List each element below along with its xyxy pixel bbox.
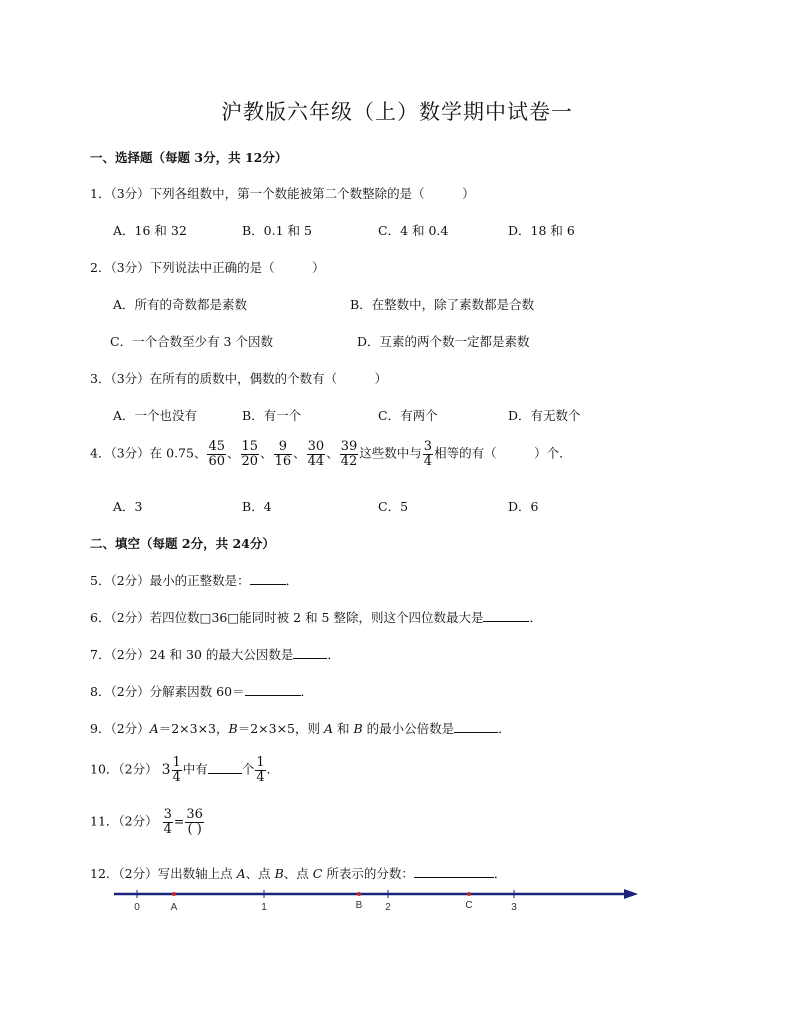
q11-frac1-den: 4 [163,821,172,837]
q1-option-a[interactable]: A．16 和 32 [113,223,187,238]
point-label-a: A [170,902,178,913]
question-6 [90,608,542,626]
section-1-points-total: 12 [244,150,263,165]
q4-suffix: 相等的有（ ）个． [434,445,572,461]
q4-option-b[interactable]: B．4 [242,499,272,514]
q10-frac2-den: 4 [256,769,265,785]
q8-end: ． [300,684,314,699]
q4-target-num: 3 [423,439,433,454]
q9-var-a-2: A [323,721,333,736]
q7-text: 7．（2分）24 和 30 的最大公因数是 [90,647,294,662]
q4-fraction-2-num: 15 [241,439,259,454]
q9-expr-a: ＝2×3×3， [158,721,229,736]
q4-fraction-3 [274,440,293,468]
point-marker-c [467,892,471,896]
q2-option-d[interactable]: D．互素的两个数一定都是素数 [357,334,530,349]
section-1-heading [90,148,287,166]
q4-sep-2: 、 [260,445,273,461]
question-12 [90,864,506,882]
q11-label: 11．（2分） [90,813,158,829]
point-label-b: B [355,900,363,911]
q6-end: ． [529,610,542,625]
q10-frac-den: 4 [172,769,181,785]
q4-fraction-5 [340,440,359,468]
q9-label: 9．（2分） [90,721,150,736]
question-9 [90,719,511,737]
q4-target-fraction [423,440,433,468]
q12-point-b: B [274,866,284,881]
q10-end: ． [266,761,280,777]
point-marker-b [357,892,361,896]
q4-fraction-1-num: 45 [208,439,226,454]
q4-fraction-4 [307,440,326,468]
q6-text: 6．（2分）若四位数□36□能同时被 2 和 5 整除，则这个四位数最大是 [90,610,484,625]
q10-fraction [172,756,182,784]
q4-fraction-3-den: 16 [274,453,292,469]
q10-answer-blank[interactable] [208,761,242,774]
question-3-stem: 3．（3分）在所有的质数中，偶数的个数有（ ） [90,371,388,386]
q10-mid-1: 中有 [182,761,208,777]
point-marker-a [172,892,176,896]
q2-option-a[interactable]: A．所有的奇数都是素数 [113,297,248,312]
q4-fraction-1 [207,440,226,468]
number-line [108,884,642,916]
q4-fraction-5-den: 42 [340,453,358,469]
q5-text: 5．（2分）最小的正整数是： [90,573,250,588]
q1-option-b[interactable]: B．0.1 和 5 [242,223,312,238]
q2-option-b[interactable]: B．在整数中，除了素数都是合数 [350,297,535,312]
q9-var-a: A [149,721,159,736]
q2-option-c[interactable]: C．一个合数至少有 3 个因数 [110,334,273,349]
section-2-heading-text: 二、填空（每题 [90,536,178,551]
q4-option-c[interactable]: C．5 [378,499,409,514]
question-8 [90,682,313,700]
section-2-points-each: 2 [181,536,191,551]
q11-frac2-den[interactable]: ( ) [187,821,202,837]
q10-frac2-num: 1 [256,755,265,770]
question-2-stem: 2．（3分）下列说法中正确的是（ ） [90,260,325,275]
q9-expr-b: ＝2×3×5，则 [237,721,324,736]
q10-frac-num: 1 [172,755,181,770]
q6-answer-blank[interactable] [483,609,529,622]
q4-fraction-2-den: 20 [241,453,259,469]
q1-option-d[interactable]: D．18 和 6 [508,223,575,238]
section-1-points-each: 3 [194,150,204,165]
q9-var-b: B [228,721,238,736]
q9-and: 和 [333,721,354,736]
section-1-heading-end: 分） [262,150,288,165]
question-7 [90,645,340,663]
q3-option-d[interactable]: D．有无数个 [508,408,581,423]
q12-answer-blank[interactable] [414,865,494,878]
q10-label: 10．（2分） [90,761,158,777]
q12-point-c: C [312,866,323,881]
question-5 [90,571,298,589]
q4-fraction-2 [241,440,260,468]
tick-label-1: 1 [261,902,267,913]
section-2-heading [90,534,275,552]
q8-text: 8．（2分）分解素因数 60＝ [90,684,245,699]
page-title: 沪教版六年级（上）数学期中试卷一 [221,100,573,124]
q3-option-c[interactable]: C．有两个 [378,408,438,423]
q4-sep-1: 、 [227,445,240,461]
section-2-heading-mid: 分，共 [190,536,229,551]
q10-fraction-2 [255,756,265,784]
q5-end: ． [285,573,299,588]
q9-end: ． [498,721,511,736]
q4-target-den: 4 [423,453,433,469]
q4-fraction-4-num: 30 [307,439,325,454]
q4-option-a[interactable]: A．3 [113,499,143,514]
q12-end: ． [493,866,507,881]
question-4-stem [90,440,572,468]
q4-fraction-1-den: 60 [208,453,226,469]
q9-question: 的最小公倍数是 [362,721,455,736]
q12-question: 所表示的分数： [322,866,414,881]
q4-fraction-4-den: 44 [307,453,325,469]
q3-option-a[interactable]: A．一个也没有 [113,408,198,423]
section-1-heading-text: 一、选择题（每题 [90,150,191,165]
question-1-stem: 1．（3分）下列各组数中，第一个数能被第二个数整除的是（ ） [90,186,475,201]
q12-sep-2: 、点 [283,866,313,881]
q7-end: ． [327,647,340,662]
q12-point-a: A [236,866,246,881]
q11-fraction-1 [163,808,173,836]
q4-fraction-5-num: 39 [340,439,358,454]
q1-option-c[interactable]: C．4 和 0.4 [378,223,449,238]
section-1-heading-mid: 分，共 [203,150,241,165]
q3-option-b[interactable]: B．有一个 [242,408,302,423]
tick-label-2: 2 [385,902,391,913]
tick-label-0: 0 [134,902,140,913]
q4-mid: 这些数中与 [359,445,422,461]
q4-fraction-3-num: 9 [274,440,293,455]
number-line-arrow-icon [624,889,638,899]
q8-answer-blank[interactable] [245,683,301,696]
section-2-heading-end: 分） [249,536,275,551]
q11-frac1-num: 3 [163,807,172,822]
question-11 [90,808,205,836]
q12-label: 12．（2分）写出数轴上点 [90,866,237,881]
point-label-c: C [465,900,473,911]
q4-option-d[interactable]: D．6 [508,499,539,514]
q11-frac2-num: 36 [186,807,203,822]
q4-prefix: 4．（3分）在 0.75、 [90,445,207,461]
q4-sep-3: 、 [293,445,306,461]
q5-answer-blank[interactable] [250,572,286,585]
q11-fraction-2 [185,808,204,836]
q10-mid-2: 个 [241,761,255,777]
q9-var-b-2: B [353,721,363,736]
q7-answer-blank[interactable] [293,646,327,659]
q12-sep-1: 、点 [245,866,275,881]
tick-label-3: 3 [511,902,517,913]
q4-sep-4: 、 [326,445,339,461]
section-2-points-total: 24 [232,536,250,551]
q10-whole: 3 [161,762,171,779]
q11-equals: = [173,813,185,829]
question-10 [90,756,279,784]
q9-answer-blank[interactable] [454,720,498,733]
